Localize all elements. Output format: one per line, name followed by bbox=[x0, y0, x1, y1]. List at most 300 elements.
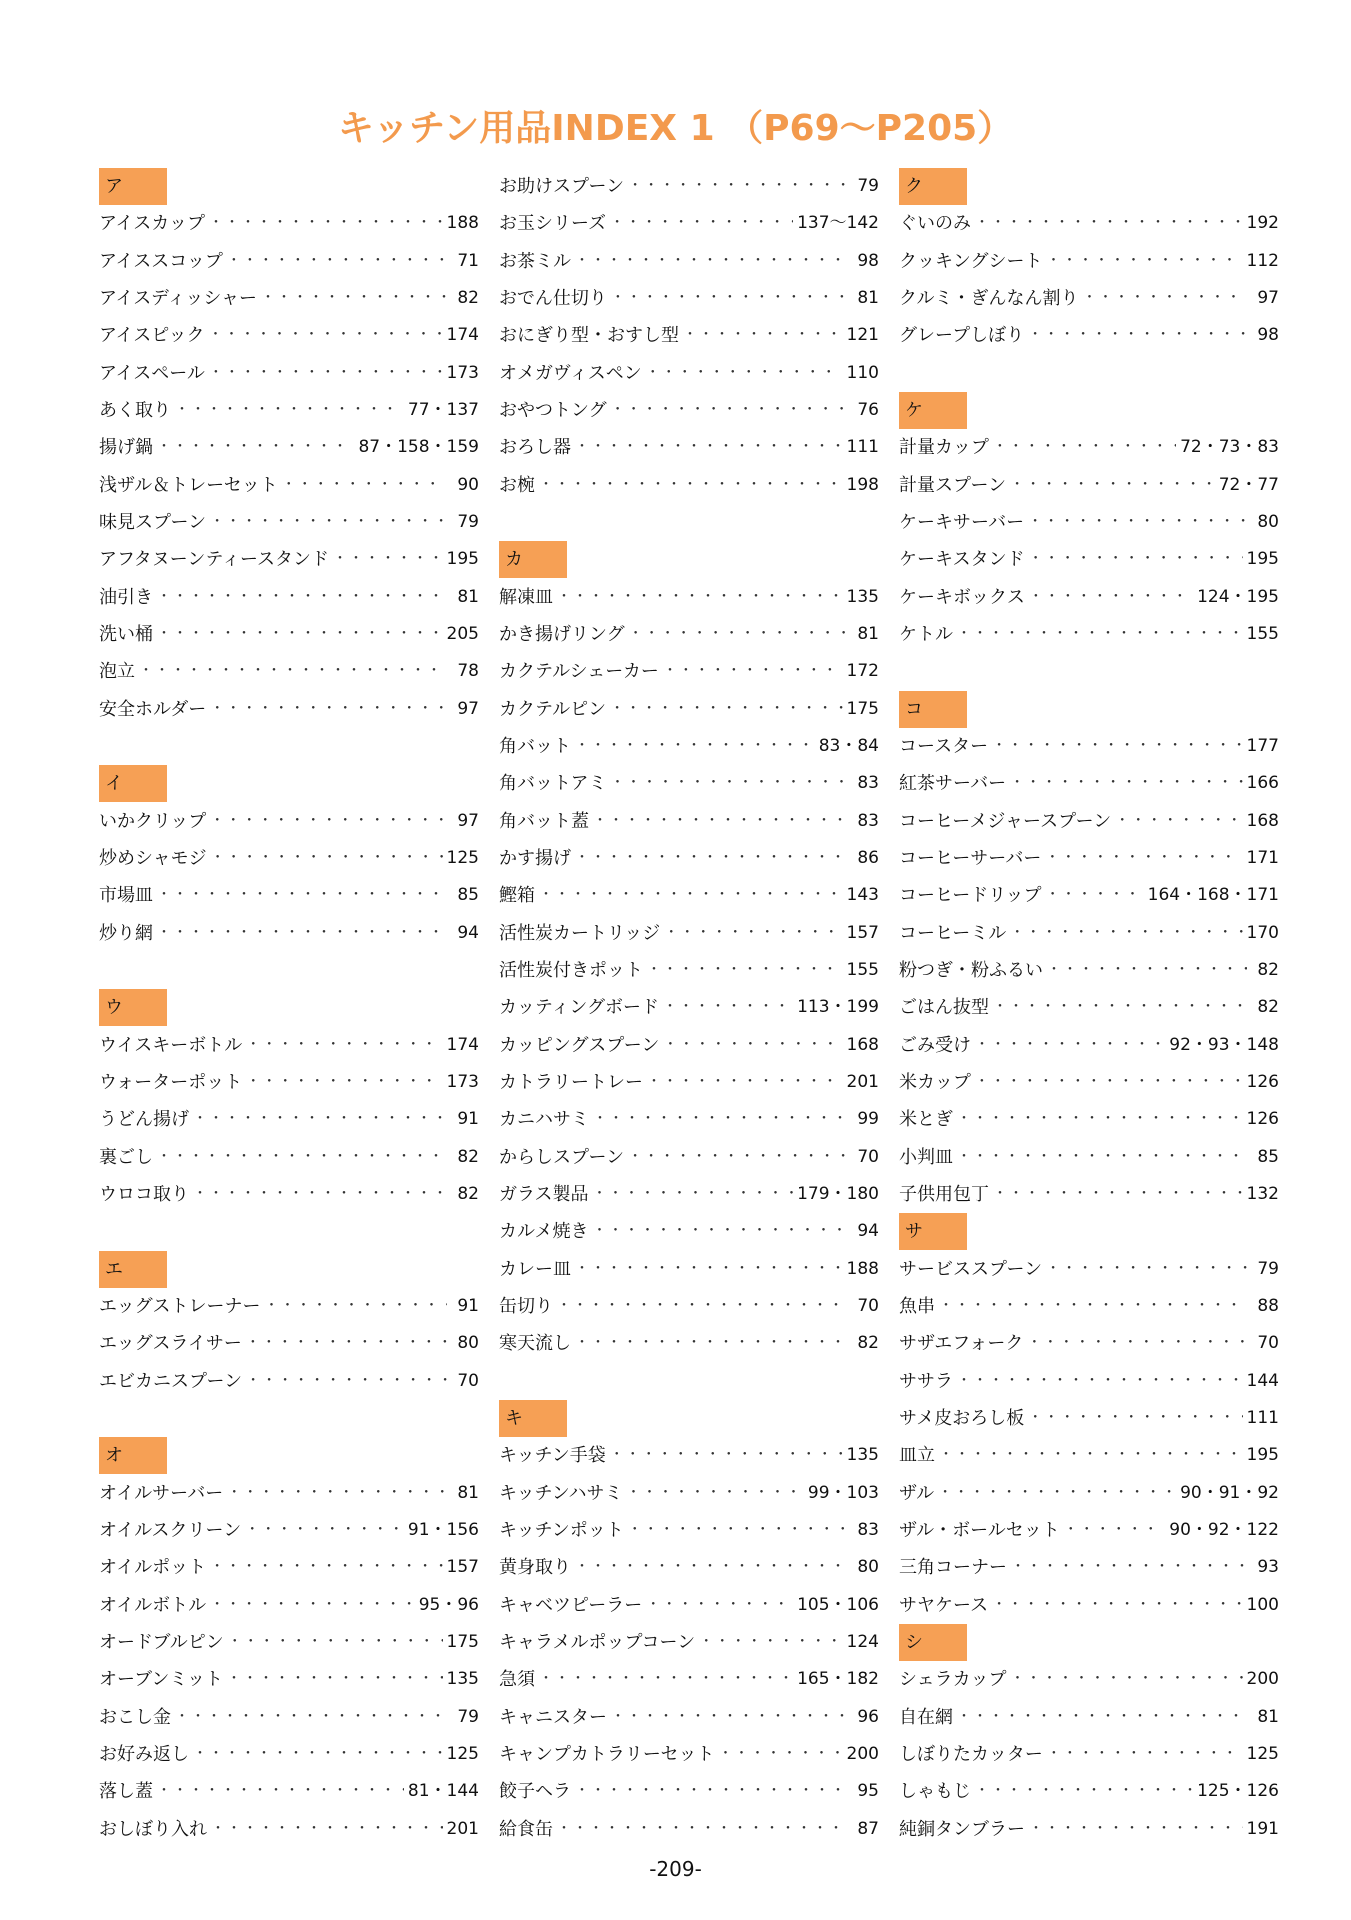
entry-page: 198 bbox=[846, 474, 879, 495]
index-entry bbox=[899, 429, 1279, 466]
entry-name: エッグストレーナー bbox=[99, 1296, 261, 1317]
section-header-row bbox=[899, 1624, 1279, 1661]
index-entry bbox=[499, 317, 879, 354]
dot-leader bbox=[157, 877, 447, 914]
page-title: キッチン用品INDEX 1 （P69～P205） bbox=[337, 108, 1014, 149]
blank-row bbox=[899, 355, 1279, 392]
entry-name: 安全ホルダー bbox=[99, 698, 207, 720]
entry-name: 黄身取り bbox=[499, 1557, 571, 1579]
dot-leader bbox=[228, 1624, 443, 1661]
entry-name: コーヒーミル bbox=[899, 922, 1007, 944]
entry-page: 137～142 bbox=[797, 213, 879, 234]
index-entry bbox=[99, 691, 479, 728]
entry-name: 魚串 bbox=[899, 1296, 935, 1317]
index-entry bbox=[899, 579, 1279, 616]
entry-page: 70 bbox=[857, 1296, 879, 1316]
dot-leader bbox=[1010, 915, 1242, 952]
entry-page: 175 bbox=[446, 1631, 479, 1652]
entry-name: クルミ・ぎんなん割り bbox=[899, 288, 1079, 310]
entry-page: 171 bbox=[1246, 848, 1279, 869]
dot-leader bbox=[718, 1736, 842, 1773]
entry-name: 純銅タンブラー bbox=[899, 1818, 1025, 1840]
entry-name: ごみ受け bbox=[899, 1034, 971, 1056]
entry-name: おにぎり型・おすし型 bbox=[499, 325, 679, 347]
entry-name: お好み返し bbox=[99, 1743, 189, 1765]
entry-name: 缶切り bbox=[499, 1296, 553, 1317]
dot-leader bbox=[210, 1587, 415, 1624]
entry-name: うどん揚げ bbox=[99, 1109, 189, 1131]
entry-page: 83 bbox=[857, 810, 879, 831]
entry-name: キッチン手袋 bbox=[499, 1445, 606, 1467]
entry-name: 角バット蓋 bbox=[499, 810, 589, 832]
entry-page: 77・137 bbox=[407, 400, 479, 421]
dot-leader bbox=[575, 1251, 843, 1288]
entry-page: 70 bbox=[1257, 1333, 1279, 1354]
entry-name: お玉シリーズ bbox=[499, 213, 607, 235]
entry-name: 揚げ鍋 bbox=[99, 437, 153, 459]
dot-leader bbox=[626, 1475, 803, 1512]
dot-leader bbox=[663, 989, 793, 1026]
dot-leader bbox=[975, 1027, 1165, 1064]
entry-page: 175 bbox=[846, 698, 879, 719]
dot-leader bbox=[157, 579, 447, 616]
index-entry bbox=[899, 877, 1279, 914]
dot-leader bbox=[611, 1699, 847, 1736]
index-entry bbox=[99, 1810, 479, 1847]
index-entry bbox=[899, 1773, 1279, 1810]
entry-name: 餃子ヘラ bbox=[499, 1781, 571, 1803]
dot-leader bbox=[227, 1661, 443, 1698]
index-entry bbox=[499, 579, 879, 616]
entry-name: 粉つぎ・粉ふるい bbox=[899, 960, 1043, 982]
entry-page: 82 bbox=[457, 1146, 479, 1167]
entry-page: 155 bbox=[1246, 624, 1279, 645]
section-header: ク bbox=[899, 168, 967, 205]
dot-leader bbox=[1046, 877, 1144, 914]
entry-name: ケーキスタンド bbox=[899, 549, 1025, 571]
entry-page: 113・199 bbox=[797, 997, 879, 1018]
section-header: オ bbox=[99, 1437, 167, 1474]
entry-page: 170 bbox=[1246, 922, 1279, 943]
entry-page: 91 bbox=[457, 1109, 479, 1130]
entry-name: キャベツピーラー bbox=[499, 1594, 643, 1616]
index-entry bbox=[499, 877, 879, 914]
entry-page: 79 bbox=[1257, 1258, 1279, 1279]
dot-leader bbox=[246, 1064, 442, 1101]
entry-name: 米とぎ bbox=[899, 1109, 953, 1131]
entry-page: 205 bbox=[446, 624, 479, 645]
dot-leader bbox=[575, 728, 815, 765]
dot-leader bbox=[593, 1101, 847, 1138]
entry-name: 米カップ bbox=[899, 1072, 971, 1094]
dot-leader bbox=[939, 1437, 1243, 1474]
entry-name: アイスディッシャー bbox=[99, 288, 258, 310]
dot-leader bbox=[175, 392, 404, 429]
dot-leader bbox=[938, 1475, 1176, 1512]
entry-name: クッキングシート bbox=[899, 250, 1043, 272]
dot-leader bbox=[663, 653, 843, 690]
dot-leader bbox=[246, 1027, 442, 1064]
index-entry bbox=[99, 1773, 479, 1810]
entry-name: カルメ焼き bbox=[499, 1221, 589, 1243]
blank-row bbox=[499, 1363, 879, 1400]
index-entry bbox=[899, 728, 1279, 765]
entry-name: 裏ごし bbox=[99, 1146, 153, 1168]
entry-name: からしスプーン bbox=[499, 1146, 625, 1168]
dot-leader bbox=[1045, 840, 1242, 877]
index-entry bbox=[99, 1549, 479, 1586]
entry-page: 126 bbox=[1246, 1109, 1279, 1130]
index-entry bbox=[99, 1176, 479, 1213]
entry-page: 90・91・92 bbox=[1180, 1482, 1279, 1503]
entry-page: 168 bbox=[1246, 810, 1279, 831]
index-entry bbox=[499, 653, 879, 690]
entry-page: 83・84 bbox=[818, 736, 879, 757]
dot-leader bbox=[610, 1437, 843, 1474]
entry-page: 82 bbox=[857, 1333, 879, 1354]
entry-page: 200 bbox=[1246, 1669, 1279, 1690]
entry-page: 195 bbox=[446, 549, 479, 570]
dot-leader bbox=[1115, 803, 1242, 840]
index-entry bbox=[899, 616, 1279, 653]
dot-leader bbox=[557, 1811, 847, 1848]
entry-page: 91 bbox=[457, 1296, 479, 1316]
index-entry bbox=[499, 1176, 879, 1213]
entry-page: 97 bbox=[457, 698, 479, 719]
blank-row bbox=[899, 653, 1279, 690]
entry-page: 195 bbox=[1246, 1445, 1279, 1466]
index-entry bbox=[499, 1101, 879, 1138]
entry-name: おろし器 bbox=[499, 437, 571, 459]
dot-leader bbox=[592, 1176, 793, 1213]
entry-name: お助けスプーン bbox=[499, 176, 625, 198]
index-entry bbox=[899, 1325, 1279, 1362]
dot-leader bbox=[193, 1101, 447, 1138]
entry-name: 急須 bbox=[499, 1669, 535, 1691]
entry-name: 三角コーナー bbox=[899, 1557, 1007, 1579]
entry-page: 200 bbox=[846, 1743, 879, 1764]
index-entry bbox=[499, 1698, 879, 1735]
index-entry bbox=[899, 1363, 1279, 1400]
index-column-1 bbox=[99, 168, 479, 1848]
entry-name: エビカニスプーン bbox=[99, 1370, 243, 1392]
entry-name: アイススコップ bbox=[99, 250, 223, 272]
entry-page: 99・103 bbox=[807, 1482, 879, 1503]
entry-page: 125 bbox=[1246, 1743, 1279, 1764]
dot-leader bbox=[210, 691, 447, 728]
entry-name: カトラリートレー bbox=[499, 1072, 643, 1094]
dot-leader bbox=[1011, 1549, 1247, 1586]
dot-leader bbox=[1082, 280, 1247, 317]
dot-leader bbox=[975, 1064, 1243, 1101]
index-entry bbox=[499, 1661, 879, 1698]
entry-page: 90 bbox=[457, 474, 479, 495]
section-header: エ bbox=[99, 1251, 167, 1288]
index-entry bbox=[899, 280, 1279, 317]
dot-leader bbox=[1027, 1325, 1247, 1362]
dot-leader bbox=[282, 467, 447, 504]
index-entry bbox=[99, 1586, 479, 1623]
entry-page: 135 bbox=[846, 586, 879, 607]
entry-name: 炒り網 bbox=[99, 922, 153, 944]
entry-page: 165・182 bbox=[797, 1669, 879, 1690]
entry-page: 174 bbox=[446, 325, 479, 346]
index-entry bbox=[499, 429, 879, 466]
index-entry bbox=[99, 1661, 479, 1698]
dot-leader bbox=[629, 616, 847, 653]
dot-leader bbox=[610, 691, 842, 728]
dot-leader bbox=[993, 429, 1176, 466]
dot-leader bbox=[210, 803, 447, 840]
entry-page: 94 bbox=[857, 1221, 879, 1242]
dot-leader bbox=[1064, 1512, 1166, 1549]
entry-page: 87 bbox=[857, 1818, 879, 1839]
dot-leader bbox=[1010, 765, 1242, 802]
index-entry bbox=[99, 541, 479, 578]
index-entry bbox=[899, 1176, 1279, 1213]
index-entry bbox=[499, 243, 879, 280]
entry-name: おしぼり入れ bbox=[99, 1818, 207, 1840]
section-header: ア bbox=[99, 168, 167, 205]
entry-page: 173 bbox=[446, 1072, 479, 1093]
entry-name: 角バット bbox=[499, 736, 571, 758]
entry-name: アイスペール bbox=[99, 362, 205, 384]
entry-name: オーブンミット bbox=[99, 1669, 224, 1691]
index-entry bbox=[99, 1325, 479, 1362]
entry-page: 81 bbox=[857, 288, 879, 309]
entry-page: 164・168・171 bbox=[1147, 885, 1279, 906]
entry-page: 157 bbox=[846, 922, 879, 943]
entry-page: 121 bbox=[846, 325, 879, 346]
entry-name: ザル・ボールセット bbox=[899, 1519, 1060, 1541]
dot-leader bbox=[245, 1512, 404, 1549]
entry-page: 80 bbox=[857, 1557, 879, 1578]
index-entry bbox=[99, 915, 479, 952]
dot-leader bbox=[208, 317, 442, 354]
page-number: -209- bbox=[649, 1857, 702, 1881]
dot-leader bbox=[539, 1661, 793, 1698]
entry-name: 油引き bbox=[99, 586, 153, 608]
index-entry bbox=[899, 467, 1279, 504]
entry-name: 角バットアミ bbox=[499, 773, 607, 795]
index-entry bbox=[899, 1661, 1279, 1698]
index-entry bbox=[499, 1251, 879, 1288]
entry-page: 97 bbox=[1257, 288, 1279, 309]
index-entry bbox=[899, 317, 1279, 354]
section-header: シ bbox=[899, 1624, 967, 1661]
entry-name: お椀 bbox=[499, 474, 535, 496]
entry-page: 173 bbox=[446, 362, 479, 383]
dot-leader bbox=[539, 467, 843, 504]
entry-name: 計量カップ bbox=[899, 437, 989, 459]
index-entry bbox=[899, 504, 1279, 541]
entry-page: 135 bbox=[446, 1669, 479, 1690]
index-entry bbox=[499, 1437, 879, 1474]
entry-page: 111 bbox=[846, 437, 879, 458]
entry-page: 91・156 bbox=[407, 1519, 479, 1540]
dot-leader bbox=[993, 1176, 1243, 1213]
entry-name: コースター bbox=[899, 736, 989, 758]
entry-page: 82 bbox=[1257, 997, 1279, 1018]
entry-page: 80 bbox=[1257, 512, 1279, 533]
dot-leader bbox=[628, 1139, 847, 1176]
entry-page: 96 bbox=[857, 1706, 879, 1727]
dot-leader bbox=[1028, 1400, 1242, 1437]
dot-leader bbox=[575, 840, 847, 877]
entry-name: あく取り bbox=[99, 400, 171, 422]
section-header: サ bbox=[899, 1213, 967, 1250]
entry-page: 135 bbox=[846, 1445, 879, 1466]
index-entry bbox=[899, 1027, 1279, 1064]
index-entry bbox=[899, 1101, 1279, 1138]
index-entry bbox=[499, 168, 879, 205]
dot-leader bbox=[227, 243, 447, 280]
dot-leader bbox=[157, 1139, 447, 1176]
dot-leader bbox=[246, 1325, 447, 1362]
dot-leader bbox=[628, 168, 847, 205]
entry-name: ぐいのみ bbox=[899, 213, 971, 235]
entry-page: 144 bbox=[1246, 1370, 1279, 1391]
entry-name: ザル bbox=[899, 1482, 935, 1504]
entry-page: 78 bbox=[457, 661, 479, 682]
entry-page: 82 bbox=[457, 288, 479, 309]
dot-leader bbox=[557, 579, 843, 616]
entry-page: 88 bbox=[1257, 1296, 1279, 1316]
entry-name: ガラス製品 bbox=[499, 1184, 589, 1206]
section-header: コ bbox=[899, 691, 967, 728]
entry-name: 味見スプーン bbox=[99, 512, 207, 534]
index-entry bbox=[899, 915, 1279, 952]
index-entry bbox=[99, 840, 479, 877]
dot-leader bbox=[209, 205, 443, 242]
entry-name: オイルサーバー bbox=[99, 1482, 224, 1504]
index-entry bbox=[899, 1810, 1279, 1847]
entry-page: 105・106 bbox=[797, 1594, 879, 1615]
entry-name: 市場皿 bbox=[99, 885, 153, 907]
entry-name: おやつトング bbox=[499, 400, 607, 422]
entry-name: 浅ザル＆トレーセット bbox=[99, 474, 278, 496]
blank-row bbox=[99, 1213, 479, 1250]
entry-name: サザエフォーク bbox=[899, 1333, 1024, 1355]
dot-leader bbox=[157, 915, 447, 952]
dot-leader bbox=[957, 1101, 1243, 1138]
index-entry bbox=[99, 392, 479, 429]
dot-leader bbox=[628, 1512, 847, 1549]
entry-page: 79 bbox=[457, 1706, 479, 1727]
entry-page: 192 bbox=[1246, 213, 1279, 234]
entry-name: ケトル bbox=[899, 624, 953, 646]
blank-row bbox=[99, 952, 479, 989]
index-entry bbox=[499, 1288, 879, 1325]
entry-name: カレー皿 bbox=[499, 1258, 571, 1280]
index-entry bbox=[899, 765, 1279, 802]
entry-name: しゃもじ bbox=[899, 1781, 971, 1803]
dot-leader bbox=[992, 728, 1242, 765]
index-column-3 bbox=[899, 168, 1279, 1848]
index-entry bbox=[99, 429, 479, 466]
index-entry bbox=[499, 280, 879, 317]
index-entry bbox=[499, 803, 879, 840]
entry-name: ウイスキーボトル bbox=[99, 1034, 243, 1056]
index-entry bbox=[99, 877, 479, 914]
entry-page: 81 bbox=[457, 1482, 479, 1503]
entry-name: 洗い桶 bbox=[99, 624, 153, 646]
index-entry bbox=[99, 1064, 479, 1101]
index-entry bbox=[99, 205, 479, 242]
entry-page: 177 bbox=[1246, 736, 1279, 757]
entry-page: 86 bbox=[857, 848, 879, 869]
entry-page: 174 bbox=[446, 1034, 479, 1055]
entry-page: 87・158・159 bbox=[358, 437, 479, 458]
entry-name: しぼりたカッター bbox=[899, 1743, 1043, 1765]
index-entry bbox=[899, 1698, 1279, 1735]
entry-name: おこし金 bbox=[99, 1706, 171, 1728]
index-entry bbox=[99, 1363, 479, 1400]
section-header-row bbox=[899, 392, 1279, 429]
entry-name: お茶ミル bbox=[499, 250, 571, 272]
entry-page: 125 bbox=[446, 848, 479, 869]
dot-leader bbox=[575, 1773, 847, 1810]
dot-leader bbox=[139, 653, 447, 690]
entry-page: 98 bbox=[1257, 325, 1279, 346]
blank-row bbox=[499, 504, 879, 541]
entry-page: 124・195 bbox=[1197, 586, 1279, 607]
dot-leader bbox=[539, 877, 843, 914]
dot-leader bbox=[1010, 1661, 1242, 1698]
dot-leader bbox=[209, 355, 443, 392]
entry-page: 79 bbox=[457, 512, 479, 533]
index-entry bbox=[899, 1064, 1279, 1101]
dot-leader bbox=[957, 1699, 1247, 1736]
entry-page: 97 bbox=[457, 810, 479, 831]
entry-page: 195 bbox=[1246, 549, 1279, 570]
entry-page: 81 bbox=[457, 586, 479, 607]
dot-leader bbox=[557, 1288, 847, 1325]
entry-name: オイルポット bbox=[99, 1557, 207, 1579]
dot-leader bbox=[333, 541, 443, 578]
dot-leader bbox=[957, 1139, 1247, 1176]
entry-name: 落し蓋 bbox=[99, 1781, 153, 1803]
section-header: カ bbox=[499, 541, 567, 578]
dot-leader bbox=[611, 392, 847, 429]
index-entry bbox=[99, 317, 479, 354]
index-entry bbox=[99, 1624, 479, 1661]
index-entry bbox=[899, 1139, 1279, 1176]
entry-name: 炒めシャモジ bbox=[99, 848, 207, 870]
index-entry bbox=[499, 355, 879, 392]
section-header-row bbox=[899, 691, 1279, 728]
entry-name: キャラメルポップコーン bbox=[499, 1631, 696, 1653]
dot-leader bbox=[1010, 467, 1215, 504]
section-header-row bbox=[499, 1400, 879, 1437]
entry-page: 112 bbox=[1246, 250, 1279, 271]
entry-name: キッチンハサミ bbox=[499, 1482, 623, 1504]
entry-name: 皿立 bbox=[899, 1445, 935, 1467]
dot-leader bbox=[210, 1549, 442, 1586]
index-entry bbox=[99, 467, 479, 504]
index-entry bbox=[99, 280, 479, 317]
entry-name: サメ皮おろし板 bbox=[899, 1407, 1025, 1429]
entry-name: アイスピック bbox=[99, 325, 205, 347]
index-entry bbox=[499, 840, 879, 877]
dot-leader bbox=[611, 280, 847, 317]
entry-name: 泡立 bbox=[99, 661, 135, 683]
index-entry bbox=[899, 952, 1279, 989]
entry-page: 100 bbox=[1246, 1594, 1279, 1615]
entry-name: ウロコ取り bbox=[99, 1184, 189, 1206]
entry-name: 紅茶サーバー bbox=[899, 773, 1007, 795]
index-entry bbox=[499, 1549, 879, 1586]
